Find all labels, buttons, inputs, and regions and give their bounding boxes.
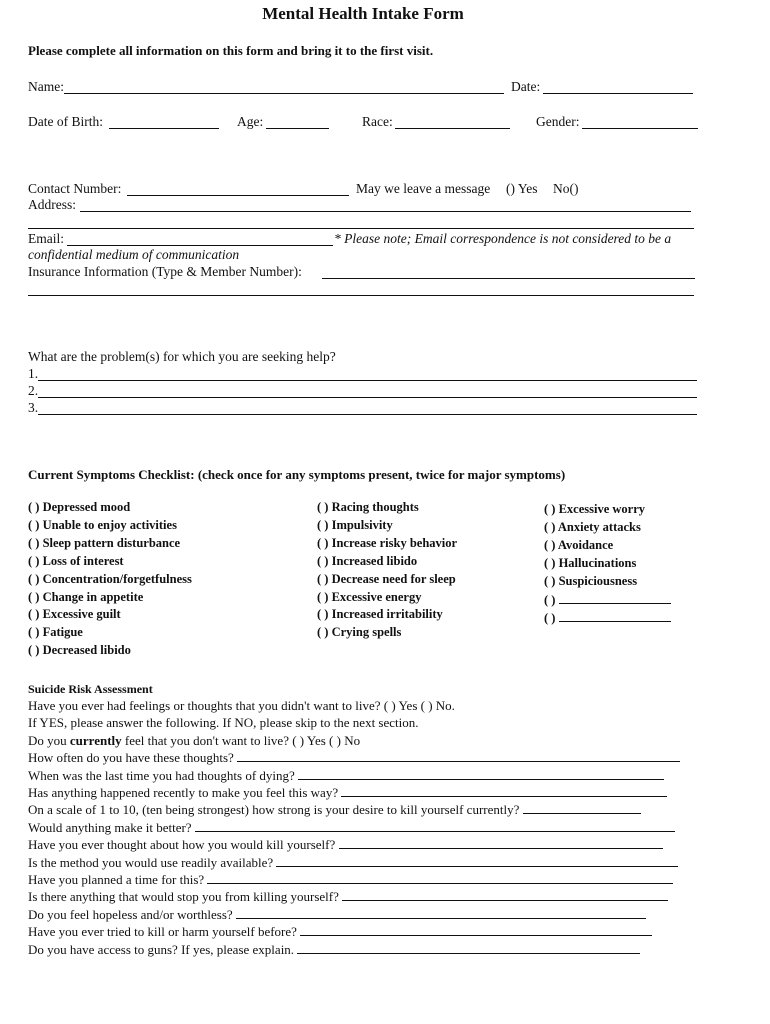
symptom-label: Excessive worry xyxy=(558,502,646,516)
question-text: Do you have access to guns? If yes, please explain. xyxy=(28,941,295,957)
symptoms-heading: Current Symptoms Checklist: (check once for any symptoms present, twice for major symptoms) xyxy=(28,467,566,482)
checkbox[interactable]: ( ) xyxy=(544,537,556,552)
symptom-checkbox-other[interactable] xyxy=(544,609,671,628)
answer-field[interactable] xyxy=(236,906,646,919)
symptom-checkbox[interactable] xyxy=(317,589,457,607)
email-note-continued: confidential medium of communication xyxy=(28,247,240,262)
symptom-checkbox[interactable] xyxy=(28,535,192,553)
symptom-checkbox[interactable] xyxy=(28,606,192,624)
checkbox[interactable]: ( ) xyxy=(317,625,329,640)
symptom-label: Crying spells xyxy=(331,625,402,640)
symptom-checkbox[interactable] xyxy=(544,519,671,537)
symptom-label: Unable to enjoy activities xyxy=(42,517,177,532)
suicide-questions xyxy=(28,697,680,958)
problem-field-1[interactable] xyxy=(38,380,697,381)
checkbox[interactable]: ( ) xyxy=(317,553,329,568)
question-text: Is the method you would use readily available? xyxy=(28,854,274,870)
checkbox[interactable]: ( ) xyxy=(544,519,556,534)
email-field[interactable] xyxy=(67,245,333,246)
race-label: Race: xyxy=(362,114,393,129)
contact-field[interactable] xyxy=(127,195,349,196)
insurance-field-line-2[interactable] xyxy=(28,295,694,296)
suicide-instruction: If YES, please answer the following. If NO, please skip to the next section. xyxy=(28,715,419,731)
gender-label: Gender: xyxy=(536,114,580,129)
checkbox[interactable]: ( ) xyxy=(544,555,556,570)
address-label: Address: xyxy=(28,197,76,212)
symptom-checkbox[interactable] xyxy=(28,499,192,517)
checkbox[interactable]: ( ) xyxy=(544,592,556,607)
symptom-label: Excessive energy xyxy=(331,589,422,604)
symptom-checkbox[interactable] xyxy=(28,571,192,589)
symptom-checkbox[interactable] xyxy=(28,553,192,571)
suicide-question xyxy=(28,801,680,818)
q3-post: feel that you don't want to live? ( ) Yes ( ) No xyxy=(121,732,361,748)
suicide-question xyxy=(28,784,680,801)
symptom-label: Increase risky behavior xyxy=(331,535,458,550)
symptom-checkbox[interactable] xyxy=(317,499,457,517)
suicide-question-feelings: Have you ever had feelings or thoughts that you didn't want to live? ( ) Yes ( ) No. xyxy=(28,698,455,713)
insurance-label: Insurance Information (Type & Member Number): xyxy=(28,264,302,279)
symptom-label: Concentration/forgetfulness xyxy=(42,571,192,586)
question-text: Do you feel hopeless and/or worthless? xyxy=(28,906,233,922)
name-field[interactable] xyxy=(64,93,504,94)
symptom-checkbox[interactable] xyxy=(28,517,192,535)
suicide-question xyxy=(28,906,680,923)
checkbox[interactable]: ( ) xyxy=(544,573,556,588)
symptom-checkbox[interactable] xyxy=(28,642,192,660)
question-text: On a scale of 1 to 10, (ten being strongest) how strong is your desire to kill yourself currently? xyxy=(28,802,520,818)
suicide-question xyxy=(28,767,680,784)
checkbox[interactable]: ( ) xyxy=(317,517,329,532)
answer-field[interactable] xyxy=(297,941,640,954)
date-label: Date: xyxy=(511,79,541,94)
answer-field[interactable] xyxy=(342,888,668,901)
symptom-label: Suspiciousness xyxy=(558,573,638,588)
suicide-question xyxy=(28,836,680,853)
other-symptom-field[interactable] xyxy=(559,609,671,622)
suicide-question xyxy=(28,888,680,905)
symptom-label: Decrease need for sleep xyxy=(331,571,456,586)
instructions: Please complete all information on this form and bring it to the first visit. xyxy=(28,43,434,58)
symptoms-column-3 xyxy=(544,501,671,628)
name-label: Name: xyxy=(28,79,64,94)
suicide-question xyxy=(28,819,680,836)
symptom-checkbox[interactable] xyxy=(28,589,192,607)
checkbox[interactable]: ( ) xyxy=(28,625,40,640)
question-text: Have you planned a time for this? xyxy=(28,872,205,888)
symptom-label: Fatigue xyxy=(42,625,83,640)
suicide-question-currently xyxy=(28,732,680,749)
symptom-label: Hallucinations xyxy=(558,555,637,570)
contact-label: Contact Number: xyxy=(28,181,122,196)
answer-field[interactable] xyxy=(195,819,675,832)
email-label: Email: xyxy=(28,231,64,246)
symptom-checkbox[interactable] xyxy=(544,537,671,555)
answer-field[interactable] xyxy=(523,801,641,814)
q3-pre: Do you xyxy=(28,732,70,748)
problem-field-3[interactable] xyxy=(38,414,697,415)
checkbox[interactable]: ( ) xyxy=(317,535,329,550)
checkbox[interactable]: ( ) xyxy=(317,500,329,514)
question-text: Have you ever thought about how you would kill yourself? xyxy=(28,837,336,853)
problem-number-3: 3. xyxy=(28,400,39,415)
checkbox[interactable]: ( ) xyxy=(28,500,40,514)
symptoms-column-2 xyxy=(317,499,457,642)
suicide-question xyxy=(28,854,680,871)
symptoms-column-1 xyxy=(28,499,192,660)
checkbox[interactable]: ( ) xyxy=(28,535,40,550)
email-note: * Please note; Email correspondence is not considered to be a xyxy=(334,231,672,246)
symptom-label: Avoidance xyxy=(557,537,614,552)
checkbox[interactable]: ( ) xyxy=(317,571,329,586)
symptom-label: Increased irritability xyxy=(331,607,443,622)
age-field[interactable] xyxy=(266,128,329,129)
symptom-checkbox[interactable] xyxy=(317,571,457,589)
symptom-label: Decreased libido xyxy=(42,643,131,658)
dob-label: Date of Birth: xyxy=(28,114,103,129)
problem-number-1: 1. xyxy=(28,366,39,381)
checkbox[interactable]: ( ) xyxy=(317,607,329,622)
answer-field[interactable] xyxy=(341,784,667,797)
leave-message-label: May we leave a message xyxy=(356,181,491,196)
symptom-checkbox[interactable] xyxy=(544,501,671,519)
suicide-heading: Suicide Risk Assessment xyxy=(28,682,153,696)
answer-field[interactable] xyxy=(207,871,673,884)
question-text: Have you ever tried to kill or harm yourself before? xyxy=(28,924,297,940)
symptom-checkbox[interactable] xyxy=(317,517,457,535)
symptom-checkbox[interactable] xyxy=(28,624,192,642)
symptom-checkbox[interactable] xyxy=(544,555,671,573)
race-field[interactable] xyxy=(395,128,510,129)
checkbox[interactable]: ( ) xyxy=(28,589,40,604)
gender-field[interactable] xyxy=(582,128,698,129)
symptom-label: Loss of interest xyxy=(42,553,124,568)
symptom-checkbox[interactable] xyxy=(317,606,457,624)
checkbox[interactable]: ( ) xyxy=(28,643,40,658)
question-text: Has anything happened recently to make you feel this way? xyxy=(28,785,339,801)
answer-field[interactable] xyxy=(276,854,678,867)
symptom-label: Excessive guilt xyxy=(42,607,121,622)
checkbox[interactable]: ( ) xyxy=(28,571,40,586)
address-field[interactable] xyxy=(80,211,691,212)
question-text: Would anything make it better? xyxy=(28,819,192,835)
answer-field[interactable] xyxy=(300,923,652,936)
symptom-checkbox-other[interactable] xyxy=(544,591,671,610)
checkbox[interactable]: ( ) xyxy=(544,611,556,626)
suicide-question xyxy=(28,871,680,888)
page-title: Mental Health Intake Form xyxy=(262,4,464,23)
checkbox[interactable]: ( ) xyxy=(28,553,40,568)
problems-question: What are the problem(s) for which you are seeking help? xyxy=(28,349,336,364)
symptom-label: Change in appetite xyxy=(42,589,144,604)
suicide-question xyxy=(28,941,680,958)
symptom-label: Racing thoughts xyxy=(331,500,419,514)
problem-field-2[interactable] xyxy=(38,397,697,398)
checkbox[interactable]: ( ) xyxy=(544,502,556,516)
question-text: How often do you have these thoughts? xyxy=(28,750,234,766)
symptom-label: Impulsivity xyxy=(331,517,393,532)
insurance-field[interactable] xyxy=(322,278,695,279)
date-field[interactable] xyxy=(543,93,693,94)
leave-message-no[interactable]: No() xyxy=(553,181,579,196)
symptom-label: Sleep pattern disturbance xyxy=(42,535,181,550)
address-field-line-2[interactable] xyxy=(28,228,694,229)
question-text: Is there anything that would stop you from killing yourself? xyxy=(28,889,339,905)
checkbox[interactable]: ( ) xyxy=(28,607,40,622)
symptom-checkbox[interactable] xyxy=(317,553,457,571)
problem-number-2: 2. xyxy=(28,383,39,398)
symptom-checkbox[interactable] xyxy=(317,535,457,553)
q3-emphasis: currently xyxy=(69,732,122,748)
suicide-question xyxy=(28,749,680,766)
suicide-question xyxy=(28,923,680,940)
answer-field[interactable] xyxy=(298,767,664,780)
symptom-checkbox[interactable] xyxy=(544,573,671,591)
checkbox[interactable]: ( ) xyxy=(317,589,329,604)
checkbox[interactable]: ( ) xyxy=(28,517,40,532)
symptom-checkbox[interactable] xyxy=(317,624,457,642)
symptom-label: Increased libido xyxy=(331,553,418,568)
age-label: Age: xyxy=(237,114,264,129)
other-symptom-field[interactable] xyxy=(559,591,671,604)
question-text: When was the last time you had thoughts of dying? xyxy=(28,767,295,783)
symptom-label: Anxiety attacks xyxy=(557,519,641,534)
leave-message-yes[interactable]: () Yes xyxy=(506,181,538,196)
answer-field[interactable] xyxy=(237,749,680,762)
symptom-label: Depressed mood xyxy=(42,500,131,514)
answer-field[interactable] xyxy=(339,836,663,849)
dob-field[interactable] xyxy=(109,128,219,129)
